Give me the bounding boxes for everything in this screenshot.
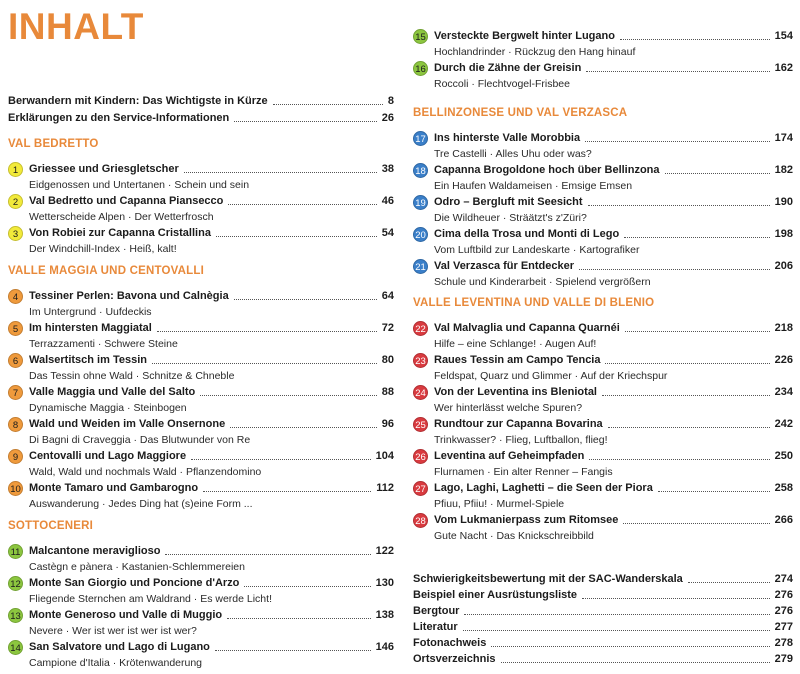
- page-number: 130: [375, 577, 394, 589]
- toc-entry[interactable]: [413, 587, 793, 603]
- toc-entry[interactable]: [413, 28, 793, 60]
- leader-dots: [234, 291, 377, 300]
- entry-subtitle: Dynamische Maggia · Steinbogen: [29, 402, 187, 414]
- tour-number-badge: 1: [8, 162, 23, 177]
- leader-dots: [191, 451, 371, 460]
- entry-title: Vom Lukmanierpass zum Ritomsee: [434, 514, 619, 526]
- toc-entry[interactable]: [8, 639, 394, 671]
- entry-title: Odro – Bergluft mit Seesicht: [434, 196, 583, 208]
- entry-subtitle: Feldspat, Quarz und Glimmer · Auf der Kriechspur: [434, 370, 668, 382]
- entry-title: Val Bedretto und Capanna Piansecco: [29, 195, 224, 207]
- entry-main-line: [8, 225, 394, 242]
- entry-title: Raues Tessin am Campo Tencia: [434, 354, 601, 366]
- tour-number-badge: 18: [413, 163, 428, 178]
- toc-entry[interactable]: [413, 619, 793, 635]
- page-number: 154: [774, 30, 793, 42]
- page-number: 112: [376, 482, 394, 494]
- page-number: 274: [774, 573, 793, 585]
- leader-dots: [588, 197, 770, 206]
- entry-main-line: [413, 587, 793, 603]
- toc-entry[interactable]: [8, 416, 394, 448]
- toc-entry[interactable]: [8, 161, 394, 193]
- toc-entry[interactable]: [413, 480, 793, 512]
- section-valle-maggia: [8, 264, 394, 512]
- leader-dots: [585, 133, 770, 142]
- leader-dots: [216, 228, 377, 237]
- entry-subtitle: Tre Castelli · Alles Uhu oder was?: [434, 148, 592, 160]
- tour-number-badge: 12: [8, 576, 23, 591]
- leader-dots: [230, 419, 377, 428]
- toc-entry[interactable]: [413, 258, 793, 290]
- tour-number-badge: 23: [413, 353, 428, 368]
- tour-number-badge: 6: [8, 353, 23, 368]
- entry-main-line: [8, 480, 394, 497]
- toc-entry[interactable]: [8, 225, 394, 257]
- page-number: 278: [774, 637, 793, 649]
- entry-subtitle: Terrazzamenti · Schwere Steine: [29, 338, 178, 350]
- tour-number-badge: 22: [413, 321, 428, 336]
- leader-dots: [608, 419, 770, 428]
- entry-main-line: [413, 130, 793, 147]
- entry-main-line: [413, 60, 793, 77]
- tour-number-badge: 25: [413, 417, 428, 432]
- entry-main-line: [413, 619, 793, 635]
- left-column: [8, 0, 394, 674]
- entry-subtitle: Di Bagni di Craveggia · Das Blutwunder von Re: [29, 434, 251, 446]
- entry-title: Wald und Weiden im Valle Onsernone: [29, 418, 226, 430]
- leader-dots: [464, 606, 769, 615]
- entry-main-line: [413, 352, 793, 369]
- page-number: 96: [381, 418, 394, 430]
- tour-number-badge: 28: [413, 513, 428, 528]
- section-heading: VALLE LEVENTINA UND VALLE DI BLENIO: [413, 297, 655, 309]
- toc-entry[interactable]: [413, 603, 793, 619]
- toc-entry[interactable]: [413, 130, 793, 162]
- tour-number-badge: 19: [413, 195, 428, 210]
- entry-subtitle: Das Tessin ohne Wald · Schnitze & Chneble: [29, 370, 235, 382]
- tour-number-badge: 3: [8, 226, 23, 241]
- entry-title: Cima della Trosa und Monti di Lego: [434, 228, 620, 240]
- entry-main-line: [8, 352, 394, 369]
- leader-dots: [688, 574, 770, 583]
- entry-title: Beispiel einer Ausrüstungsliste: [413, 589, 578, 601]
- entry-subtitle: Trinkwasser? · Flieg, Luftballon, flieg!: [434, 434, 608, 446]
- entry-title: Erklärungen zu den Service-Informationen: [8, 112, 230, 124]
- leader-dots: [165, 546, 370, 555]
- entry-subtitle: Pfiuu, Pfiiu! · Murmel-Spiele: [434, 498, 565, 510]
- entry-main-line: [8, 639, 394, 656]
- page-number: 64: [381, 290, 394, 302]
- entry-subtitle: Im Untergrund · Uufdeckis: [29, 306, 152, 318]
- page-number: 88: [381, 386, 394, 398]
- entry-main-line: [413, 226, 793, 243]
- entry-subtitle: Wetterscheide Alpen · Der Wetterfrosch: [29, 211, 214, 223]
- toc-entry[interactable]: [8, 384, 394, 416]
- entry-main-line: [8, 448, 394, 465]
- leader-dots: [491, 638, 769, 647]
- entry-main-line: [413, 384, 793, 401]
- page-number: 54: [381, 227, 394, 239]
- page-number: 46: [381, 195, 394, 207]
- entry-main-line: [413, 512, 793, 529]
- toc-entry[interactable]: [8, 288, 394, 320]
- entry-main-line: [413, 448, 793, 465]
- page-number: 174: [774, 132, 793, 144]
- entry-subtitle: Auswanderung · Jedes Ding hat (s)eine Form ...: [29, 498, 253, 510]
- tour-number-badge: 10: [8, 481, 23, 496]
- toc-entry[interactable]: [8, 575, 394, 607]
- entry-title: Berwandern mit Kindern: Das Wichtigste in Kürze: [8, 95, 268, 107]
- tour-number-badge: 5: [8, 321, 23, 336]
- entry-main-line: [8, 161, 394, 178]
- entry-subtitle: Ein Haufen Waldameisen · Emsige Emsen: [434, 180, 633, 192]
- leader-dots: [200, 387, 376, 396]
- toc-entry[interactable]: [8, 93, 394, 110]
- entry-main-line: [8, 543, 394, 560]
- entry-main-line: [413, 603, 793, 619]
- toc-entry[interactable]: [413, 60, 793, 92]
- entry-subtitle: Wer hinterlässt welche Spuren?: [434, 402, 583, 414]
- toc-entry[interactable]: [413, 635, 793, 651]
- leader-dots: [227, 610, 371, 619]
- section-val-bedretto: [8, 137, 394, 257]
- toc-entry[interactable]: [413, 320, 793, 352]
- leader-dots: [620, 31, 770, 40]
- entry-subtitle: Der Windchill-Index · Heiß, kalt!: [29, 243, 177, 255]
- leader-dots: [625, 323, 770, 332]
- intro-list: [8, 93, 394, 127]
- entry-main-line: [413, 162, 793, 179]
- entry-title: Griessee und Griesgletscher: [29, 163, 179, 175]
- tour-number-badge: 4: [8, 289, 23, 304]
- tour-number-badge: 8: [8, 417, 23, 432]
- page-number: 38: [381, 163, 394, 175]
- entry-title: Walsertitsch im Tessin: [29, 354, 147, 366]
- entry-subtitle: Fliegende Sternchen am Waldrand · Es werde Licht!: [29, 593, 272, 605]
- tour-number-badge: 14: [8, 640, 23, 655]
- tour-number-badge: 15: [413, 29, 428, 44]
- toc-entry[interactable]: [413, 162, 793, 194]
- entry-main-line: [413, 480, 793, 497]
- entry-subtitle: Wald, Wald und nochmals Wald · Pflanzendomino: [29, 466, 262, 478]
- page-number: 276: [774, 605, 793, 617]
- entry-title: Val Verzasca für Entdecker: [434, 260, 575, 272]
- page-number: 276: [774, 589, 793, 601]
- entry-subtitle: Gute Nacht · Das Knickschreibbild: [434, 530, 594, 542]
- tour-number-badge: 26: [413, 449, 428, 464]
- toc-entry[interactable]: [8, 352, 394, 384]
- entry-subtitle: Roccoli · Flechtvogel-Frisbee: [434, 78, 570, 90]
- page-number: 72: [381, 322, 394, 334]
- entry-main-line: [413, 571, 793, 587]
- tour-number-badge: 21: [413, 259, 428, 274]
- page-number: 122: [375, 545, 394, 557]
- page-number: 182: [774, 164, 793, 176]
- entry-subtitle: Hilfe – eine Schlange! · Augen Auf!: [434, 338, 597, 350]
- leader-dots: [184, 164, 377, 173]
- entry-title: Ins hinterste Valle Morobbia: [434, 132, 581, 144]
- entry-title: Literatur: [413, 621, 458, 633]
- entry-title: Schwierigkeitsbewertung mit der SAC-Wanderskala: [413, 573, 683, 585]
- entry-title: Rundtour zur Capanna Bovarina: [434, 418, 603, 430]
- tour-number-badge: 7: [8, 385, 23, 400]
- page-number: 277: [774, 621, 793, 633]
- entry-subtitle: Castègn e pànera · Kastanien-Schlemmereien: [29, 561, 245, 573]
- entry-title: Von der Leventina ins Bleniotal: [434, 386, 597, 398]
- leader-dots: [602, 387, 770, 396]
- entry-main-line: [413, 651, 793, 667]
- entry-main-line: [413, 320, 793, 337]
- entry-title: Ortsverzeichnis: [413, 653, 496, 665]
- entry-subtitle: Nevere · Wer ist wer ist wer ist wer?: [29, 625, 197, 637]
- toc-entry[interactable]: [8, 543, 394, 575]
- toc-entry[interactable]: [8, 607, 394, 639]
- leader-dots: [623, 515, 769, 524]
- page-number: 146: [375, 641, 394, 653]
- entry-title: Lago, Laghi, Laghetti – die Seen der Piora: [434, 482, 653, 494]
- toc-entry[interactable]: [413, 512, 793, 544]
- entry-title: Durch die Zähne der Greisin: [434, 62, 582, 74]
- leader-dots: [665, 165, 770, 174]
- toc-entry[interactable]: [413, 226, 793, 258]
- tour-number-badge: 17: [413, 131, 428, 146]
- page-title: INHALT: [8, 6, 144, 47]
- page-number: 80: [381, 354, 394, 366]
- leader-dots: [605, 355, 769, 364]
- section-heading: BELLINZONESE UND VAL VERZASCA: [413, 107, 628, 119]
- section-sottoceneri-cont: [413, 28, 793, 92]
- entry-title: Centovalli und Lago Maggiore: [29, 450, 187, 462]
- entry-title: Valle Maggia und Valle del Salto: [29, 386, 196, 398]
- entry-main-line: [8, 607, 394, 624]
- entry-title: Monte Generoso und Valle di Muggio: [29, 609, 223, 621]
- toc-entry[interactable]: [8, 320, 394, 352]
- page-number: 104: [375, 450, 394, 462]
- tour-number-badge: 27: [413, 481, 428, 496]
- entry-main-line: [413, 635, 793, 651]
- leader-dots: [203, 483, 371, 492]
- entry-main-line: [8, 193, 394, 210]
- entry-subtitle: Vom Luftbild zur Landeskarte · Kartografiker: [434, 244, 640, 256]
- toc-entry[interactable]: [413, 651, 793, 667]
- leader-dots: [586, 63, 769, 72]
- tour-number-badge: 13: [8, 608, 23, 623]
- section-bellinzonese: [413, 106, 793, 290]
- appendix-list: [413, 571, 793, 667]
- toc-entry[interactable]: [413, 352, 793, 384]
- tour-number-badge: 2: [8, 194, 23, 209]
- leader-dots: [157, 323, 377, 332]
- leader-dots: [273, 96, 383, 105]
- leader-dots: [152, 355, 377, 364]
- section-leventina: [413, 296, 793, 544]
- toc-entry[interactable]: [8, 110, 394, 127]
- tour-number-badge: 16: [413, 61, 428, 76]
- page-number: 234: [774, 386, 793, 398]
- right-column: [413, 0, 793, 674]
- entry-subtitle: Campione d'Italia · Krötenwanderung: [29, 657, 203, 669]
- leader-dots: [463, 622, 770, 631]
- toc-entry[interactable]: [413, 448, 793, 480]
- page-number: 279: [774, 653, 793, 665]
- page-number: 206: [774, 260, 793, 272]
- entry-title: Leventina auf Geheimpfaden: [434, 450, 585, 462]
- entry-subtitle: Hochlandrinder · Rückzug den Hang hinauf: [434, 46, 636, 58]
- leader-dots: [658, 483, 770, 492]
- toc-entry[interactable]: [413, 384, 793, 416]
- leader-dots: [582, 590, 770, 599]
- page-number: 218: [774, 322, 793, 334]
- leader-dots: [215, 642, 371, 651]
- entry-title: Malcantone meraviglioso: [29, 545, 161, 557]
- entry-main-line: [413, 28, 793, 45]
- entry-title: Von Robiei zur Capanna Cristallina: [29, 227, 211, 239]
- entry-main-line: [8, 416, 394, 433]
- entry-main-line: [8, 320, 394, 337]
- leader-dots: [244, 578, 370, 587]
- leader-dots: [624, 229, 769, 238]
- toc-entry[interactable]: [413, 416, 793, 448]
- page-number: 8: [387, 95, 394, 107]
- entry-title: Capanna Brogoldone hoch über Bellinzona: [434, 164, 660, 176]
- page-number: 26: [381, 112, 394, 124]
- entry-title: Monte Tamaro und Gambarogno: [29, 482, 199, 494]
- toc-entry[interactable]: [8, 448, 394, 480]
- leader-dots: [589, 451, 769, 460]
- leader-dots: [579, 261, 770, 270]
- section-sottoceneri: [8, 519, 394, 671]
- page-number: 250: [774, 450, 793, 462]
- toc-entry[interactable]: [8, 193, 394, 225]
- entry-title: Val Malvaglia und Capanna Quarnéi: [434, 322, 620, 334]
- page-number: 242: [774, 418, 793, 430]
- toc-entry[interactable]: [8, 480, 394, 512]
- entry-title: San Salvatore und Lago di Lugano: [29, 641, 210, 653]
- tour-number-badge: 24: [413, 385, 428, 400]
- page-number: 138: [375, 609, 394, 621]
- entry-title: Tessiner Perlen: Bavona und Calnègia: [29, 290, 229, 302]
- page-number: 258: [774, 482, 793, 494]
- section-heading: VAL BEDRETTO: [8, 138, 99, 150]
- section-heading: SOTTOCENERI: [8, 520, 94, 532]
- leader-dots: [501, 654, 770, 663]
- entry-main-line: [8, 575, 394, 592]
- entry-main-line: [413, 194, 793, 211]
- entry-title: Monte San Giorgio und Poncione d'Arzo: [29, 577, 240, 589]
- tour-number-badge: 9: [8, 449, 23, 464]
- leader-dots: [228, 196, 376, 205]
- leader-dots: [234, 113, 376, 122]
- entry-main-line: [413, 258, 793, 275]
- toc-entry[interactable]: [413, 194, 793, 226]
- entry-title: Im hintersten Maggiatal: [29, 322, 152, 334]
- page-number: 162: [774, 62, 793, 74]
- entry-title: Versteckte Bergwelt hinter Lugano: [434, 30, 615, 42]
- entry-subtitle: Die Wildheuer · Sträätzt's z'Züri?: [434, 212, 587, 224]
- entry-main-line: [8, 288, 394, 305]
- page-number: 198: [774, 228, 793, 240]
- page-number: 226: [774, 354, 793, 366]
- page-number: 190: [774, 196, 793, 208]
- entry-main-line: [413, 416, 793, 433]
- entry-subtitle: Schule und Kinderarbeit · Spielend vergrößern: [434, 276, 651, 288]
- entry-subtitle: Flurnamen · Ein alter Renner – Fangis: [434, 466, 613, 478]
- entry-title: Fotonachweis: [413, 637, 487, 649]
- section-heading: VALLE MAGGIA UND CENTOVALLI: [8, 265, 204, 277]
- entry-title: Bergtour: [413, 605, 460, 617]
- tour-number-badge: 20: [413, 227, 428, 242]
- page-number: 266: [774, 514, 793, 526]
- entry-subtitle: Eidgenossen und Untertanen · Schein und sein: [29, 179, 250, 191]
- entry-main-line: [8, 384, 394, 401]
- toc-entry[interactable]: [413, 571, 793, 587]
- tour-number-badge: 11: [8, 544, 23, 559]
